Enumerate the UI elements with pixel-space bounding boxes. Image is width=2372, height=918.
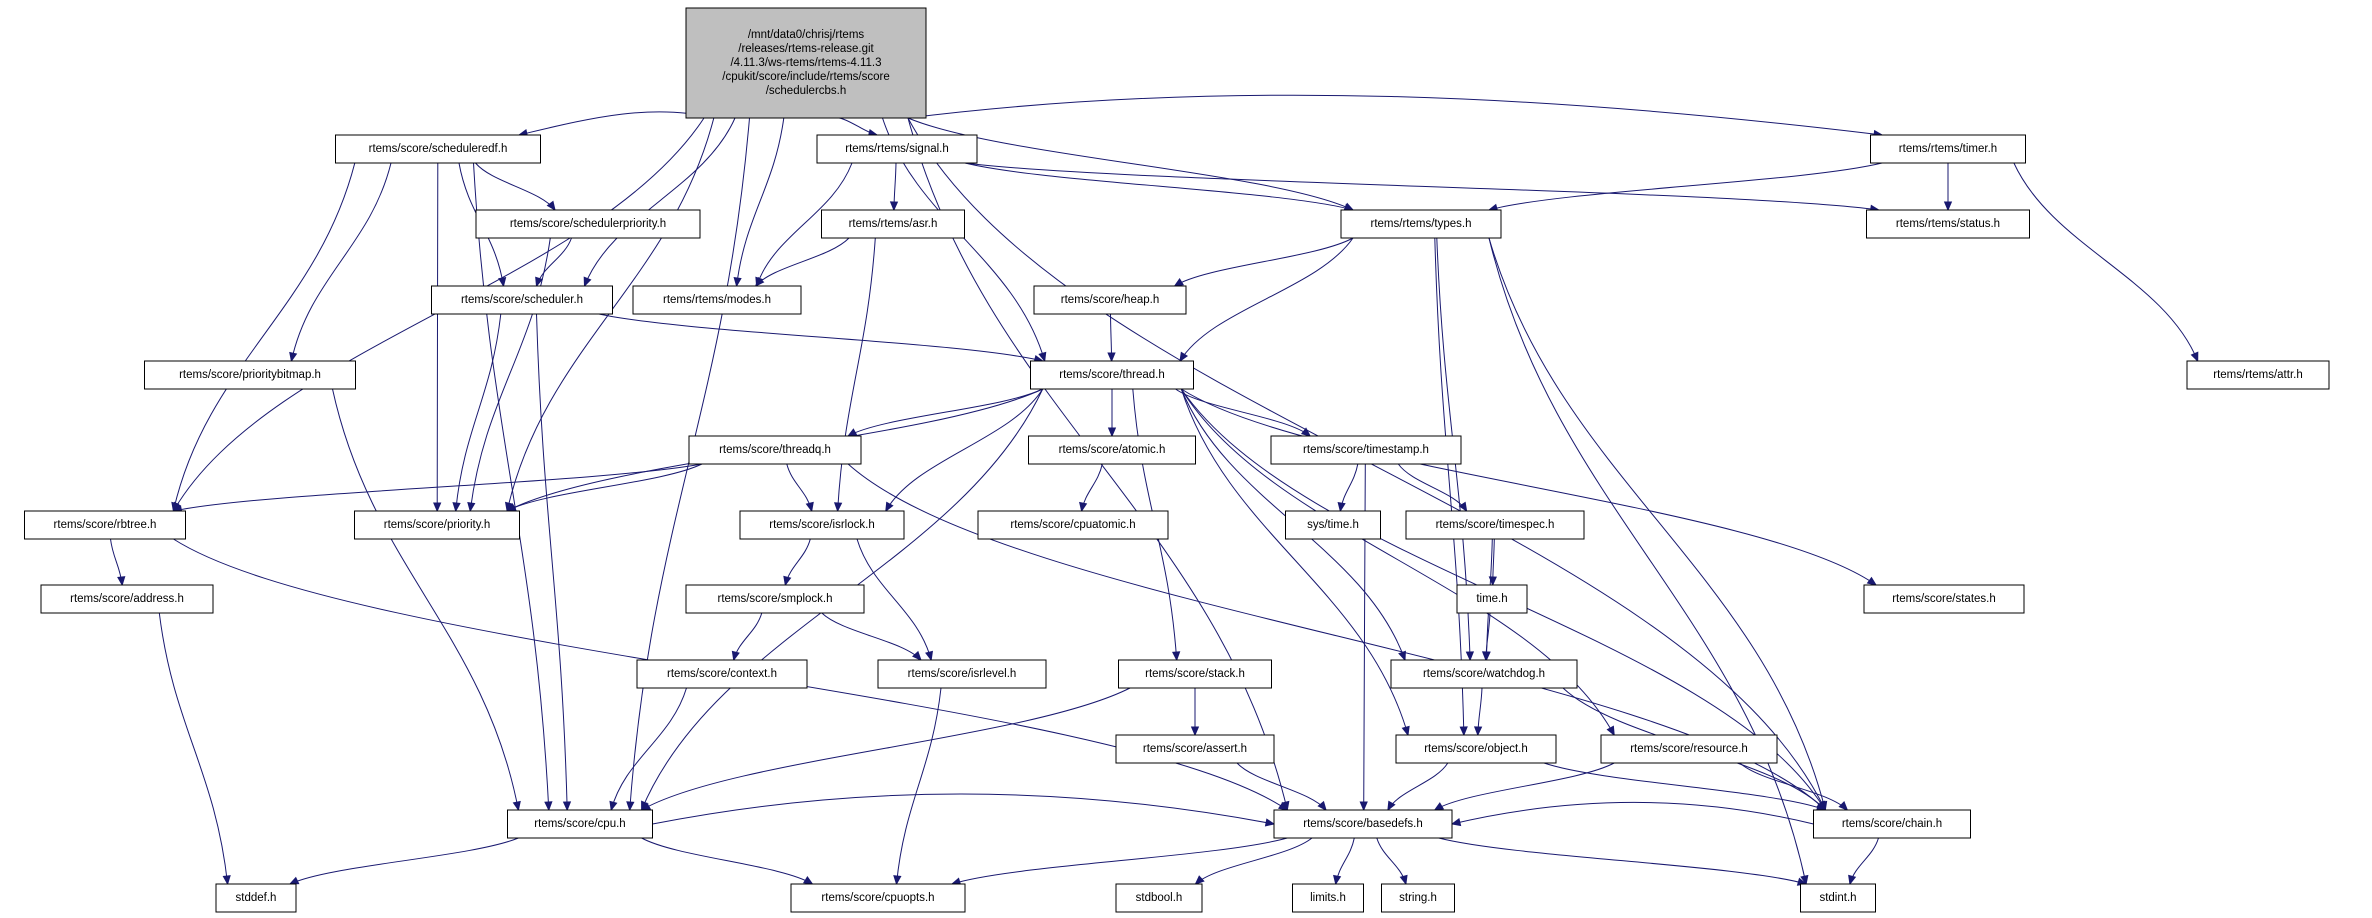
arrowhead-root-to-scheduler <box>584 277 590 286</box>
edge-root-to-timer <box>908 95 1882 135</box>
arrowhead-thread-to-isrlock <box>886 502 893 511</box>
edge-isrlevel-to-cpuopts <box>897 688 942 884</box>
edge-smplock-to-isrlevel <box>822 613 921 660</box>
node-prioritybitmap[interactable] <box>145 361 356 389</box>
node-attr[interactable] <box>2187 361 2329 389</box>
edge-basedefs-to-cpuopts <box>952 838 1287 884</box>
edge-resource-to-basedefs <box>1435 763 1615 810</box>
edge-context-to-cpu <box>611 688 686 810</box>
edge-chain-to-basedefs <box>1452 802 1814 824</box>
edge-cpu-to-basedefs <box>653 794 1275 824</box>
node-label-thread: rtems/score/thread.h <box>1059 369 1165 382</box>
node-label-attr: rtems/rtems/attr.h <box>2213 369 2303 382</box>
node-states[interactable] <box>1864 585 2024 613</box>
node-root[interactable] <box>686 8 926 118</box>
edge-scheduler-to-thread <box>599 314 1043 361</box>
node-isrlevel[interactable] <box>878 660 1046 688</box>
node-object[interactable] <box>1396 735 1556 763</box>
arrowhead-heap-to-thread <box>1108 353 1115 361</box>
arrowhead-stack-to-assert <box>1192 727 1199 735</box>
node-label-object: rtems/score/object.h <box>1424 743 1528 756</box>
arrowhead-thread-to-threadq <box>848 429 857 436</box>
arrowhead-scheduleredf-to-cpu <box>545 802 552 810</box>
edge-asr-to-modes <box>756 238 849 286</box>
node-isrlock[interactable] <box>740 511 904 539</box>
arrowhead-isrlock-to-isrlevel <box>926 651 933 660</box>
arrowhead-types-to-thread <box>1180 352 1187 361</box>
node-label-heap: rtems/score/heap.h <box>1060 294 1160 307</box>
node-label-priority: rtems/score/priority.h <box>383 519 491 532</box>
node-label-cpuatomic: rtems/score/cpuatomic.h <box>1010 519 1136 532</box>
arrowhead-thread-to-states <box>1868 578 1877 585</box>
node-label-smplock: rtems/score/smplock.h <box>717 593 833 606</box>
edge-assert-to-basedefs <box>1237 763 1326 810</box>
arrowhead-isrlock-to-smplock <box>784 576 791 585</box>
arrowhead-asr-to-isrlock <box>835 503 842 511</box>
edge-timer-to-attr <box>2014 163 2198 361</box>
arrowhead-thread-to-resource <box>1607 726 1614 735</box>
node-label-stdbool: stdbool.h <box>1135 892 1183 905</box>
arrowhead-types-to-watchdog <box>1467 652 1474 660</box>
node-modes[interactable] <box>633 286 801 314</box>
node-label-timeh: time.h <box>1476 593 1508 606</box>
edge-scheduleredf-to-priority <box>437 163 438 511</box>
edge-root-to-scheduler <box>585 118 736 286</box>
node-label-chain: rtems/score/chain.h <box>1841 818 1943 831</box>
edge-scheduleredf-to-schedulerpriority <box>476 163 556 210</box>
edge-thread-to-isrlock <box>886 389 1043 511</box>
arrowhead-watchdog-to-object <box>1475 727 1482 735</box>
node-label-stddef: stddef.h <box>235 892 277 905</box>
edge-basedefs-to-stdint <box>1439 838 1806 884</box>
arrowhead-timestamp-to-systime <box>1338 503 1345 511</box>
node-status[interactable] <box>1867 210 2030 238</box>
node-schedulerpriority[interactable] <box>476 210 700 238</box>
edge-prioritybitmap-to-cpu <box>333 389 519 810</box>
node-label-string: string.h <box>1399 892 1437 905</box>
node-scheduleredf[interactable] <box>336 135 541 163</box>
node-label-timestamp: rtems/score/timestamp.h <box>1303 444 1429 457</box>
arrowhead-signal-to-asr <box>891 202 898 210</box>
node-label-scheduler: rtems/score/scheduler.h <box>460 294 584 307</box>
node-label-stdint: stdint.h <box>1819 892 1857 905</box>
node-stack[interactable] <box>1119 660 1272 688</box>
arrowhead-thread-to-stack <box>1173 652 1180 660</box>
arrowhead-basedefs-to-limits <box>1334 876 1341 885</box>
edge-types-to-heap <box>1175 238 1353 286</box>
edge-stack-to-cpu <box>642 688 1130 810</box>
node-label-assert: rtems/score/assert.h <box>1142 743 1248 756</box>
arrowhead-scheduleredf-to-scheduler <box>499 278 506 286</box>
arrowhead-scheduleredf-to-schedulerpriority <box>548 202 556 211</box>
node-resource[interactable] <box>1601 735 1777 763</box>
edge-root-to-scheduleredf <box>519 112 714 135</box>
node-label-prioritybitmap: rtems/score/prioritybitmap.h <box>179 369 321 382</box>
arrowhead-resource-to-basedefs <box>1435 803 1444 810</box>
edge-types-to-stdint <box>1489 238 1806 884</box>
node-timespec[interactable] <box>1406 511 1584 539</box>
node-context[interactable] <box>637 660 807 688</box>
arrowhead-threadq-to-isrlock <box>807 502 814 511</box>
node-label-watchdog: rtems/score/watchdog.h <box>1422 668 1546 681</box>
arrowhead-context-to-cpu <box>610 801 617 810</box>
node-label-stack: rtems/score/stack.h <box>1145 668 1245 681</box>
node-label-modes: rtems/rtems/modes.h <box>663 294 771 307</box>
edge-address-to-stddef <box>159 613 227 884</box>
edge-asr-to-isrlock <box>838 238 876 511</box>
node-label-isrlevel: rtems/score/isrlevel.h <box>907 668 1017 681</box>
arrowhead-types-to-heap <box>1175 279 1184 286</box>
arrowhead-rbtree-to-address <box>118 577 125 585</box>
node-label-root: /mnt/data0/chrisj/rtems /releases/rtems-release.git /4.11.3/ws-rtems/rtems-4.11.3 /cpukit/score/include/rtems/score /schedulercbs.h <box>722 29 890 98</box>
arrowhead-prioritybitmap-to-cpu <box>514 802 521 811</box>
node-label-timer: rtems/rtems/timer.h <box>1898 143 1998 156</box>
node-asr[interactable] <box>822 210 965 238</box>
node-assert[interactable] <box>1116 735 1274 763</box>
arrowhead-resource-to-chain <box>1839 802 1847 810</box>
node-stddef[interactable] <box>216 884 296 912</box>
edge-thread-to-threadq <box>848 389 1043 436</box>
arrowhead-thread-to-timestamp <box>1302 428 1310 436</box>
node-label-schedulerpriority: rtems/score/schedulerpriority.h <box>509 218 667 231</box>
arrowhead-smplock-to-context <box>732 651 739 660</box>
node-address[interactable] <box>41 585 213 613</box>
node-label-systime: sys/time.h <box>1307 519 1359 532</box>
node-label-basedefs: rtems/score/basedefs.h <box>1303 818 1423 831</box>
edge-root-to-modes <box>737 118 784 286</box>
arrowhead-thread-to-object <box>1403 726 1410 735</box>
node-timeh[interactable] <box>1457 585 1527 613</box>
node-chain[interactable] <box>1814 810 1971 838</box>
node-label-limits: limits.h <box>1310 892 1346 905</box>
edge-cpu-to-stddef <box>290 838 518 884</box>
arrowhead-thread-to-atomic <box>1109 428 1116 436</box>
arrowhead-scheduleredf-to-prioritybitmap <box>290 353 297 362</box>
node-label-atomic: rtems/score/atomic.h <box>1058 444 1166 457</box>
edge-scheduleredf-to-prioritybitmap <box>291 163 391 361</box>
node-label-timespec: rtems/score/timespec.h <box>1435 519 1555 532</box>
node-cpu[interactable] <box>508 810 653 838</box>
node-basedefs[interactable] <box>1274 810 1452 838</box>
node-systime[interactable] <box>1286 511 1381 539</box>
edge-scheduler-to-cpu <box>537 314 568 810</box>
edge-cpu-to-cpuopts <box>642 838 813 884</box>
node-atomic[interactable] <box>1029 436 1196 464</box>
node-label-cpu: rtems/score/cpu.h <box>534 818 626 831</box>
edge-types-to-thread <box>1180 238 1353 361</box>
node-watchdog[interactable] <box>1391 660 1577 688</box>
arrowhead-types-to-object <box>1460 727 1467 735</box>
arrowhead-atomic-to-cpuatomic <box>1080 503 1087 512</box>
edge-scheduleredf-to-rbtree <box>173 163 354 511</box>
arrowhead-cpu-to-basedefs <box>1266 819 1275 826</box>
edge-signal-to-status <box>965 163 1879 210</box>
arrowhead-scheduleredf-to-priority <box>434 503 441 511</box>
node-label-isrlock: rtems/score/isrlock.h <box>769 519 875 532</box>
node-signal[interactable] <box>817 135 977 163</box>
node-cpuopts[interactable] <box>791 884 965 912</box>
arrowhead-root-to-modes <box>734 278 741 286</box>
arrowhead-schedulerpriority-to-priority <box>468 503 475 511</box>
node-label-states: rtems/score/states.h <box>1892 593 1996 606</box>
edge-scheduleredf-to-cpu <box>474 163 549 810</box>
node-smplock[interactable] <box>686 585 864 613</box>
edge-object-to-basedefs <box>1388 763 1448 810</box>
node-rbtree[interactable] <box>25 511 186 539</box>
node-timer[interactable] <box>1871 135 2026 163</box>
arrowhead-assert-to-basedefs <box>1318 802 1326 810</box>
edge-timer-to-types <box>1489 163 1882 210</box>
arrowhead-timer-to-attr <box>2192 352 2198 361</box>
arrowhead-cpu-to-cpuopts <box>804 877 813 884</box>
node-label-resource: rtems/score/resource.h <box>1630 743 1748 756</box>
node-string[interactable] <box>1382 884 1455 912</box>
node-label-scheduleredf: rtems/score/scheduleredf.h <box>368 143 508 156</box>
node-cpuatomic[interactable] <box>978 511 1168 539</box>
node-label-threadq: rtems/score/threadq.h <box>719 444 831 457</box>
arrowhead-basedefs-to-string <box>1401 875 1408 884</box>
node-label-rbtree: rtems/score/rbtree.h <box>53 519 157 532</box>
node-label-asr: rtems/rtems/asr.h <box>848 218 938 231</box>
arrowhead-isrlevel-to-cpuopts <box>894 876 901 884</box>
node-heap[interactable] <box>1034 286 1186 314</box>
node-thread[interactable] <box>1031 361 1194 389</box>
arrowhead-basedefs-to-stdbool <box>1196 876 1204 884</box>
node-threadq[interactable] <box>689 436 861 464</box>
arrowhead-cpu-to-stddef <box>290 878 299 884</box>
arrowhead-chain-to-stdint <box>1849 875 1856 884</box>
arrowhead-scheduler-to-priority <box>453 503 460 511</box>
arrowhead-scheduler-to-cpu <box>564 802 571 810</box>
node-stdbool[interactable] <box>1116 884 1202 912</box>
node-timestamp[interactable] <box>1271 436 1461 464</box>
arrowhead-root-to-cpu <box>627 802 634 810</box>
arrowhead-timestamp-to-basedefs <box>1360 802 1367 810</box>
node-limits[interactable] <box>1293 884 1364 912</box>
node-label-context: rtems/score/context.h <box>667 668 777 681</box>
node-label-signal: rtems/rtems/signal.h <box>845 143 949 156</box>
arrowhead-timer-to-status <box>1945 202 1952 210</box>
edge-scheduler-to-priority <box>456 314 501 511</box>
node-scheduler[interactable] <box>432 286 613 314</box>
arrowhead-address-to-stddef <box>223 876 230 884</box>
arrowhead-smplock-to-isrlevel <box>913 652 921 660</box>
node-priority[interactable] <box>355 511 520 539</box>
edge-threadq-to-priority <box>507 464 702 511</box>
node-label-status: rtems/rtems/status.h <box>1895 218 2001 231</box>
node-label-types: rtems/rtems/types.h <box>1370 218 1472 231</box>
arrowhead-chain-to-basedefs <box>1452 819 1461 826</box>
node-label-cpuopts: rtems/score/cpuopts.h <box>821 892 935 905</box>
node-label-address: rtems/score/address.h <box>70 593 184 606</box>
node-types[interactable] <box>1341 210 1501 238</box>
node-stdint[interactable] <box>1801 884 1876 912</box>
node-layer <box>25 8 2330 912</box>
edge-signal-to-types <box>965 163 1353 210</box>
